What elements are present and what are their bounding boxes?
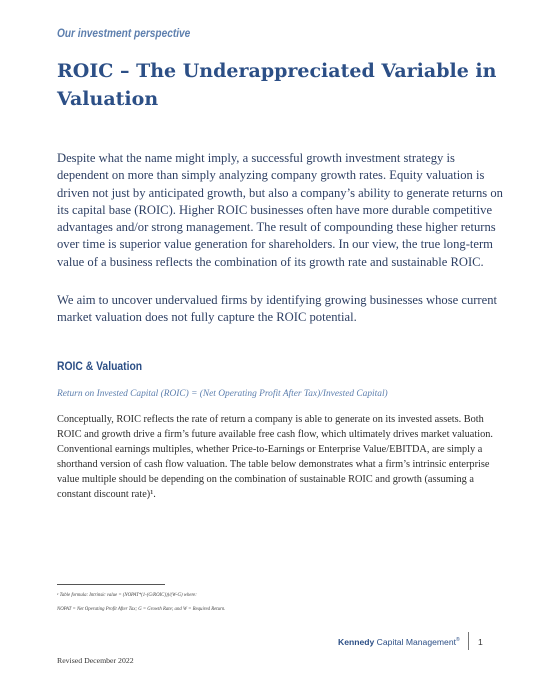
brand-logo [338, 637, 460, 647]
section-heading: ROIC & Valuation [57, 361, 143, 373]
page-number: 1 [478, 637, 483, 647]
footer-separator [468, 632, 469, 650]
page-kicker: Our investment perspective [57, 28, 191, 40]
brand-name-bold: Kennedy [338, 637, 375, 647]
footnote-divider [57, 584, 165, 585]
registered-mark: ® [455, 637, 460, 644]
page-title: ROIC – The Underappreciated Variable in Valuation [57, 60, 497, 110]
revised-date: Revised December 2022 [57, 656, 134, 665]
footnote-2: NOPAT = Net Operating Profit After Tax; G = Growth Rate; and W = Required Return. [57, 607, 226, 612]
footnote-1: ¹ Table formula: Intrinsic value = (NOPAT*(1-(G/ROIC)))/(W-G) where: [57, 593, 197, 598]
roic-formula: Return on Invested Capital (ROIC) = (Net Operating Profit After Tax)/Invested Capital) [57, 389, 388, 399]
section-paragraph: Conceptually, ROIC reflects the rate of return a company is able to generate on its invested assets. Both ROIC and growth drive a firm’s future available free cash flow, which ultimately drives market valuation. Conventional earnings multiples, whether Price-to-Earnings or Enterprise Value/EBITDA, are simply a shorthand version of cash flow valuation. The table below demonstrates what a firm’s intrinsic enterprise value multiple should be depending on the combination of sustainable ROIC and growth (assuming a constant discount rate)¹. [57, 414, 493, 500]
brand-name-rest: Capital Management [374, 637, 456, 647]
intro-paragraph-2: We aim to uncover undervalued firms by identifying growing businesses whose current market valuation does not fully capture the ROIC potential. [57, 293, 498, 325]
intro-paragraph-1: Despite what the name might imply, a successful growth investment strategy is dependent on more than simply analyzing company growth rates. Equity valuation is driven not just by anticipated growth, but also a company’s ability to generate returns on its capital base (ROIC). Higher ROIC businesses often have more durable competitive advantages and/or strong management. The result of compounding these higher returns over time is superior value generation for shareholders. In our view, the true long-term value of a business reflects the combination of its growth rate and sustainable ROIC. [57, 151, 503, 269]
